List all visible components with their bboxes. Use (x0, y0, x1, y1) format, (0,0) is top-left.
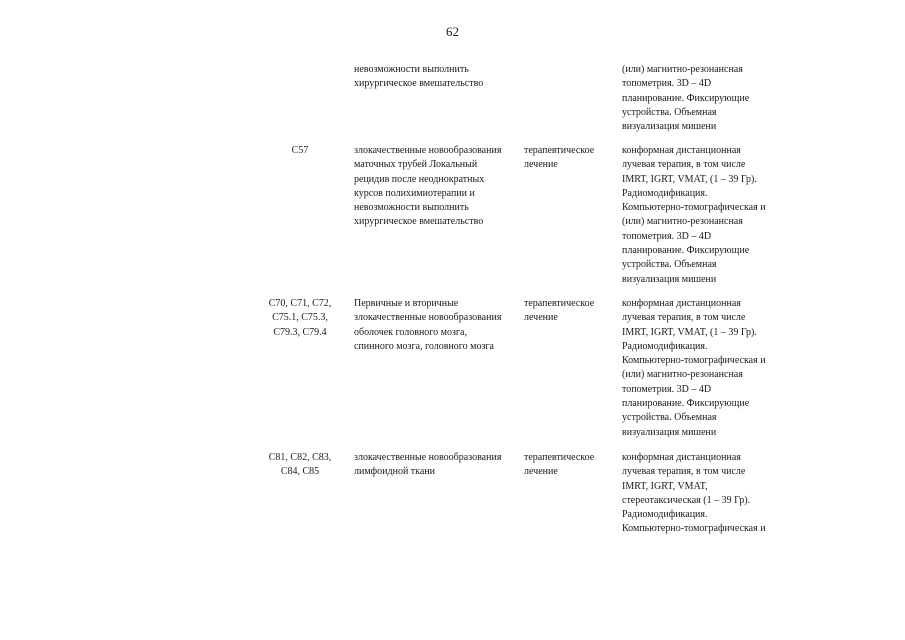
cell-line: IMRT, IGRT, VMAT, (1 – 39 Гр). (622, 326, 757, 338)
cell-line: устройства. Объемная (622, 412, 717, 424)
cell-line: злокачественные новообразования (354, 145, 502, 156)
cell-line: планирование. Фиксирующие (622, 398, 750, 410)
cell-line: хирургическое вмешательство (354, 78, 484, 90)
page-number: 62 (446, 24, 459, 39)
cell-line: конформная дистанционная (622, 145, 741, 156)
cell-line: лечение (524, 159, 558, 171)
cell-line: топометрия. 3D – 4D (622, 383, 712, 395)
cell-line: оболочек головного мозга, (354, 326, 467, 338)
cell-line: планирование. Фиксирующие (622, 245, 750, 257)
cell-line: устройства. Объемная (622, 106, 717, 118)
icd-code-cell (258, 451, 342, 480)
cell-line: стереотаксическая (1 – 39 Гр). (622, 494, 751, 506)
cell-line: топометрия. 3D – 4D (622, 78, 712, 90)
cell-line: устройства. Объемная (622, 259, 717, 271)
cell-line: лучевая терапия, в том числе (622, 466, 746, 478)
cell-line: спинного мозга, головного мозга (354, 340, 494, 352)
cell-line: Радиомодификация. (622, 187, 708, 199)
cell-line: курсов полихимиотерапии и (354, 187, 475, 199)
cell-line: терапевтическое (524, 298, 595, 309)
diagnosis-cell (354, 297, 518, 354)
cell-line: IMRT, IGRT, VMAT, (622, 480, 708, 492)
cell-line: визуализация мишени (622, 426, 717, 438)
treatment-method-cell (622, 451, 787, 537)
cell-line: рецидив после неоднократных (354, 173, 485, 185)
cell-line: планирование. Фиксирующие (622, 92, 750, 104)
cell-line: визуализация мишени (622, 273, 717, 285)
cell-line: невозможности выполнить (354, 64, 469, 75)
cell-line: Компьютерно-томографическая и (622, 355, 766, 367)
cell-line: злокачественные новообразования (354, 452, 502, 463)
treatment-method-cell (622, 63, 787, 134)
treatment-type-cell (524, 451, 612, 480)
cell-line: визуализация мишени (622, 121, 717, 133)
cell-line: Радиомодификация. (622, 509, 708, 521)
diagnosis-cell (354, 63, 518, 92)
diagnosis-cell (354, 451, 518, 480)
cell-line: Компьютерно-томографическая и (622, 523, 766, 535)
cell-line: Первичные и вторичные (354, 298, 459, 309)
cell-line: IMRT, IGRT, VMAT, (1 – 39 Гр). (622, 173, 757, 185)
cell-line: C70, C71, C72, (268, 298, 332, 309)
cell-line: терапевтическое (524, 452, 595, 463)
cell-line: терапевтическое (524, 145, 595, 156)
cell-line: лечение (524, 312, 558, 324)
cell-line: (или) магнитно-резонансная (622, 216, 743, 228)
treatment-method-cell (622, 297, 787, 440)
cell-line: невозможности выполнить (354, 202, 469, 214)
cell-line: лечение (524, 466, 558, 478)
cell-line: лучевая терапия, в том числе (622, 312, 746, 324)
cell-line: лучевая терапия, в том числе (622, 159, 746, 171)
treatment-method-cell (622, 144, 787, 287)
cell-line: злокачественные новообразования (354, 312, 502, 324)
cell-line: (или) магнитно-резонансная (622, 369, 743, 381)
treatment-type-cell (524, 297, 612, 326)
cell-line: C84, C85 (280, 466, 320, 478)
cell-line: (или) магнитно-резонансная (622, 64, 743, 75)
cell-line: Компьютерно-томографическая и (622, 202, 766, 214)
cell-line: конформная дистанционная (622, 298, 741, 309)
cell-line: лимфоидной ткани (354, 466, 436, 478)
diagnosis-cell (354, 144, 518, 230)
cell-line: конформная дистанционная (622, 452, 741, 463)
cell-line: Радиомодификация. (622, 340, 708, 352)
cell-line: C75.1, C75.3, (272, 312, 328, 324)
cell-line: маточных трубей Локальный (354, 159, 478, 171)
icd-code-cell (258, 297, 342, 340)
icd-code-cell (258, 144, 342, 158)
cell-line: топометрия. 3D – 4D (622, 230, 712, 242)
treatment-type-cell (524, 144, 612, 173)
cell-line: хирургическое вмешательство (354, 216, 484, 228)
cell-line: C81, C82, C83, (268, 452, 332, 463)
cell-line: C79.3, C79.4 (273, 326, 327, 338)
cell-line: C57 (291, 145, 309, 156)
